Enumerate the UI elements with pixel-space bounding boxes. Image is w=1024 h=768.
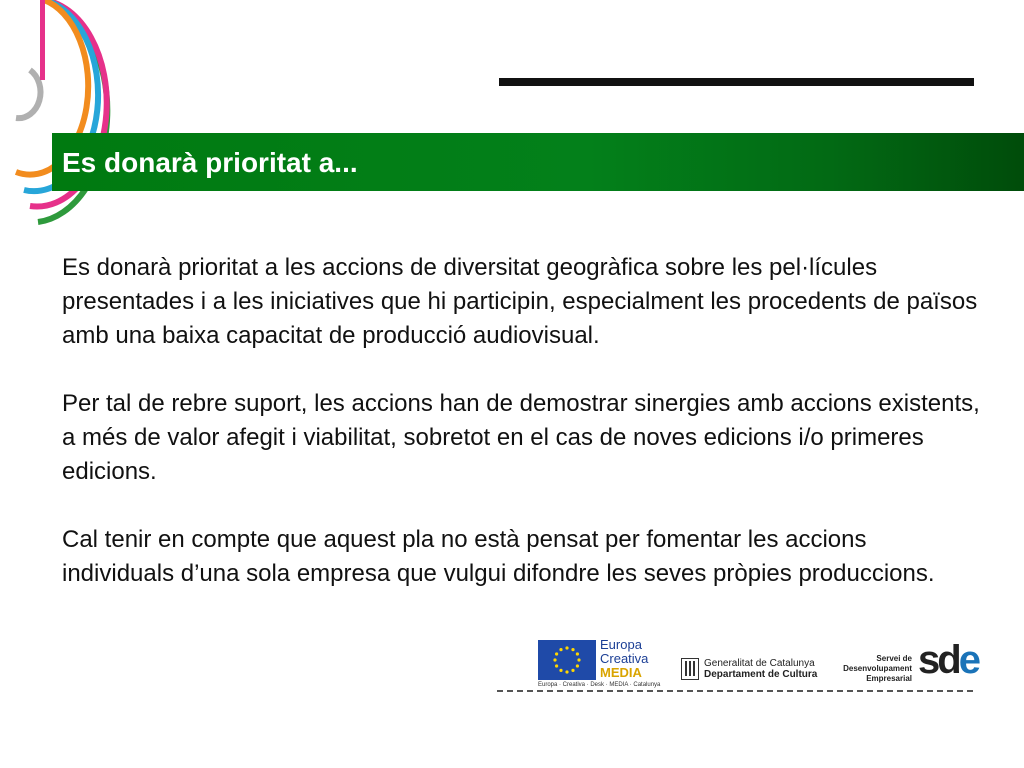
europa-subline: Europa · Creativa · Desk · MEDIA · Catalunya (538, 682, 661, 688)
paragraph-1: Es donarà prioritat a les accions de diversitat geogràfica sobre les pel·lícules presentades i a les iniciatives que hi participin, especialment les procedents de països amb una baixa capacitat de producció audiovisual. (62, 254, 978, 349)
sde-line-2: Desenvolupament (843, 664, 912, 673)
sde-mark-a: sd (918, 638, 959, 682)
europa-creativa-logo (600, 638, 648, 680)
paragraph-2: Per tal de rebre suport, les accions han de demostrar sinergies amb accions existents, a més de valor afegit i viabilitat, sobretot en el cas de noves edicions i/o primeres edicions. (62, 390, 980, 485)
slide-title: Es donarà prioritat a... (62, 147, 358, 178)
footer-logos (538, 636, 978, 692)
title-banner (52, 133, 1024, 191)
sde-line-3: Empresarial (866, 674, 912, 683)
europa-line-3: MEDIA (600, 665, 642, 680)
sde-line-1: Servei de (876, 654, 912, 663)
sde-mark-b: e (958, 638, 978, 682)
eu-flag-icon (538, 640, 596, 680)
sde-caption (838, 654, 912, 684)
paragraph-3: Cal tenir en compte que aquest pla no està pensat per fomentar les accions individuals d’una sola empresa que vulgui difondre les seves pròpies produccions. (62, 526, 935, 587)
europa-line-1: Europa (600, 637, 642, 652)
sde-logo (918, 638, 978, 682)
generalitat-logo (704, 658, 817, 680)
europa-line-2: Creativa (600, 651, 649, 666)
body-text (62, 251, 982, 625)
generalitat-icon (681, 658, 699, 680)
generalitat-line-2: Departament de Cultura (704, 669, 818, 680)
top-rule (499, 78, 974, 86)
generalitat-line-1: Generalitat de Catalunya (704, 658, 815, 669)
footer-dashed-line (497, 690, 973, 692)
decorative-arcs (0, 0, 120, 240)
